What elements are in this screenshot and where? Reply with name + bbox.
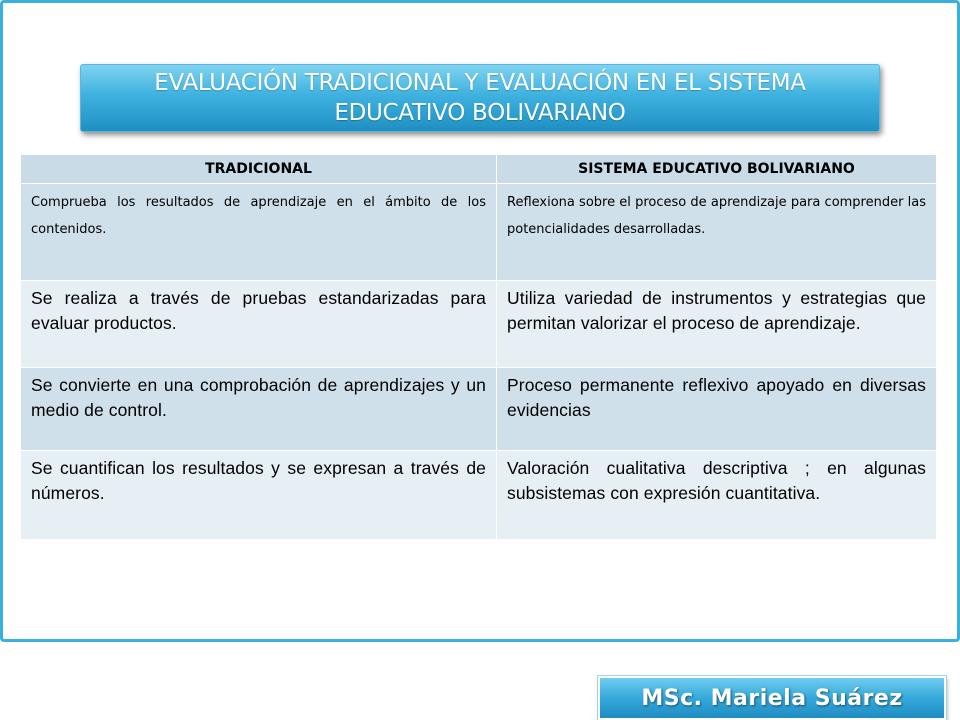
header-sistema-bolivariano: SISTEMA EDUCATIVO BOLIVARIANO bbox=[497, 155, 937, 184]
slide-title-line-2: EDUCATIVO BOLIVARIANO bbox=[334, 100, 626, 126]
table-cell-bolivariano: Reflexiona sobre el proceso de aprendizaje para comprender las potencialidades desarrolladas. bbox=[497, 184, 937, 281]
table-cell-bolivariano: Utiliza variedad de instrumentos y estrategias que permitan valorizar el proceso de aprendizaje. bbox=[497, 281, 937, 368]
table-header-row bbox=[21, 155, 937, 184]
table-cell-tradicional: Se cuantifican los resultados y se expresan a través de números. bbox=[21, 451, 497, 540]
slide-title-line-1: EVALUACIÓN TRADICIONAL Y EVALUACIÓN EN EL SISTEMA bbox=[154, 70, 806, 96]
table-row bbox=[21, 281, 937, 368]
title-banner bbox=[80, 64, 880, 132]
slide-title bbox=[134, 68, 826, 128]
table-cell-tradicional: Comprueba los resultados de aprendizaje en el ámbito de los contenidos. bbox=[21, 184, 497, 281]
table-cell-bolivariano: Proceso permanente reflexivo apoyado en diversas evidencias bbox=[497, 368, 937, 451]
table-cell-tradicional: Se realiza a través de pruebas estandarizadas para evaluar productos. bbox=[21, 281, 497, 368]
author-name: MSc. Mariela Suárez bbox=[641, 685, 903, 711]
header-tradicional: TRADICIONAL bbox=[21, 155, 497, 184]
table-cell-tradicional: Se convierte en una comprobación de aprendizajes y un medio de control. bbox=[21, 368, 497, 451]
author-badge bbox=[598, 676, 946, 720]
table-row bbox=[21, 368, 937, 451]
table-cell-bolivariano: Valoración cualitativa descriptiva ; en algunas subsistemas con expresión cuantitativa. bbox=[497, 451, 937, 540]
table-row bbox=[21, 184, 937, 281]
comparison-table bbox=[20, 154, 937, 540]
table-row bbox=[21, 451, 937, 540]
